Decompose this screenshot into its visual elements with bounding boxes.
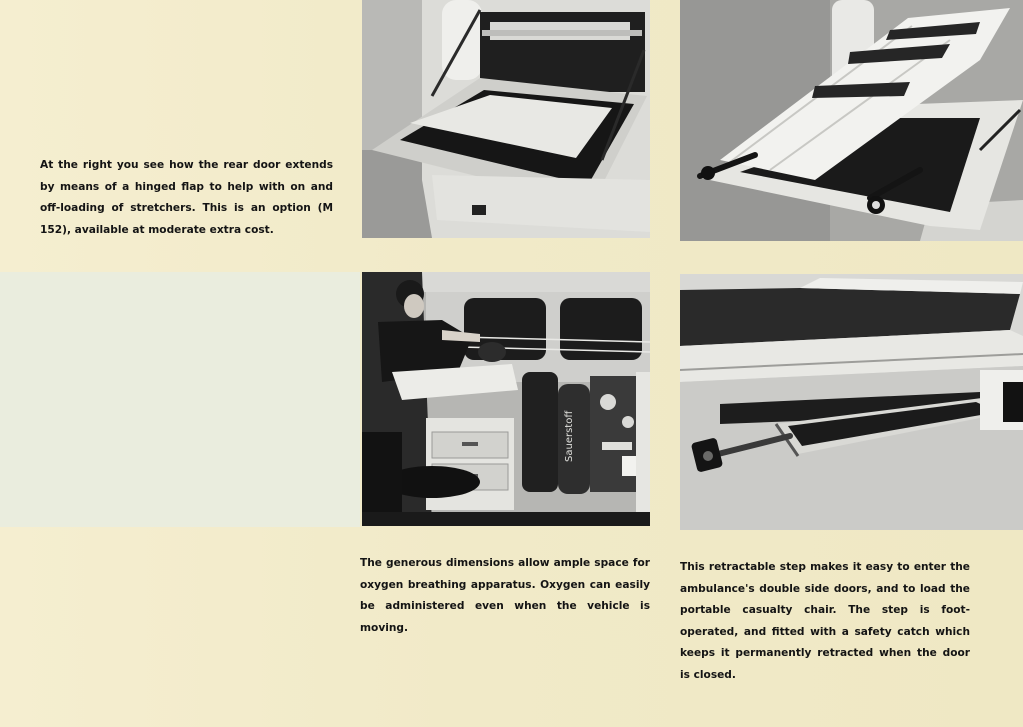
caption-oxygen: The generous dimensions allow ample space for oxygen breathing apparatus. Oxygen can easily be administered even when the vehicle is moving. bbox=[360, 557, 650, 634]
caption-retractable-step: This retractable step makes it easy to enter the ambulance's double side doors, and to load the portable casualty chair. The step is foot-operated, and fitted with a safety catch which keeps it permanently retracted when the door is closed. bbox=[680, 561, 970, 681]
photo-stretcher-loading bbox=[680, 0, 1023, 241]
oxygen-cylinder-label: Sauerstoff bbox=[564, 410, 575, 462]
caption-rear-door: At the right you see how the rear door extends by means of a hinged flap to help with on and off-loading of stretchers. This is an option (M 152), available at moderate extra cost. bbox=[40, 159, 333, 236]
photo-retractable-step bbox=[680, 274, 1023, 530]
photo-oxygen-apparatus bbox=[362, 272, 650, 526]
blank-panel bbox=[0, 272, 360, 527]
photo-rear-door-flap bbox=[362, 0, 650, 238]
